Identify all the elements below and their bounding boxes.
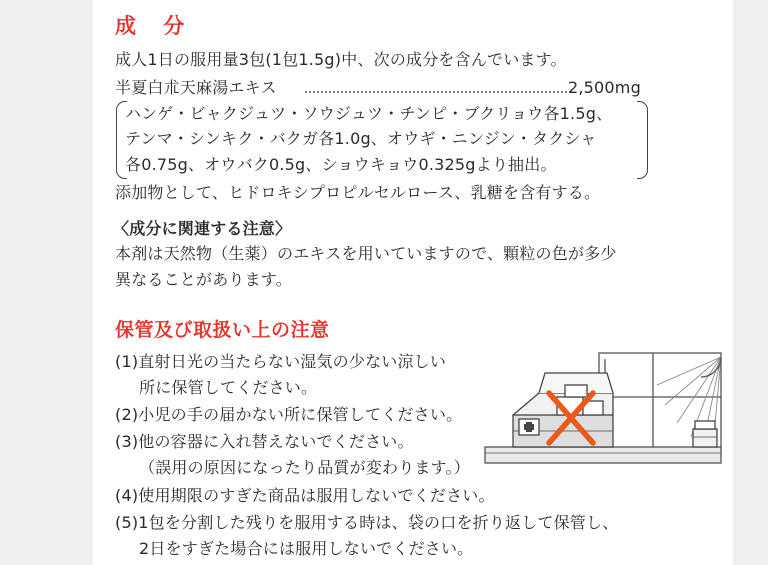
ingredients-heading: 成 分 <box>115 14 195 38</box>
caution-line-2: 異なることがあります。 <box>115 270 292 289</box>
herb-line-3: 各0.75g、オウバク0.5g、ショウキョウ0.325gより抽出。 <box>125 155 557 174</box>
extract-amount: 2,500mg <box>568 78 641 97</box>
storage-heading: 保管及び取扱い上の注意 <box>115 319 330 341</box>
storage-item-5-cont: 2日をすぎた場合には服用しないでください。 <box>139 539 474 558</box>
herb-line-1: ハンゲ・ビャクジュツ・ソウジュツ・チンピ・ブクリョウ各1.5g、 <box>125 104 613 123</box>
herb-line-2: テンマ・シンキク・バクガ各1.0g、オウギ・ニンジン・タクシャ <box>125 129 597 148</box>
storage-item-3-note: （誤用の原因になったり品質が変わります。） <box>139 458 470 477</box>
extract-name: 半夏白朮天麻湯エキス <box>115 78 277 97</box>
storage-item-5: (5)1包を分割した残りを服用する時は、袋の口を折り返して保管し、 <box>115 513 619 532</box>
storage-item-3: (3)他の容器に入れ替えないでください。 <box>115 432 414 451</box>
jar-icon <box>693 421 717 447</box>
additives-text: 添加物として、ヒドロキシプロピルセルロース、乳糖を含有する。 <box>115 183 601 202</box>
storage-item-1-cont: 所に保管してください。 <box>139 378 318 397</box>
storage-item-2: (2)小児の手の届かない所に保管してください。 <box>115 405 463 424</box>
ingredients-intro: 成人1日の服用量3包(1包1.5g)中、次の成分を含んでいます。 <box>115 50 567 69</box>
shelf-icon <box>485 447 721 463</box>
document-page <box>93 0 733 565</box>
caution-heading: 〈成分に関連する注意〉 <box>113 219 292 238</box>
right-bracket <box>637 101 648 179</box>
leader-dots <box>305 91 567 93</box>
storage-illustration <box>481 345 729 470</box>
storage-item-4: (4)使用期限のすぎた商品は服用しないでください。 <box>115 486 495 505</box>
caution-line-1: 本剤は天然物（生薬）のエキスを用いていますので、顆粒の色が多少 <box>115 244 617 263</box>
storage-item-1: (1)直射日光の当たらない湿気の少ない涼しい <box>115 352 447 371</box>
